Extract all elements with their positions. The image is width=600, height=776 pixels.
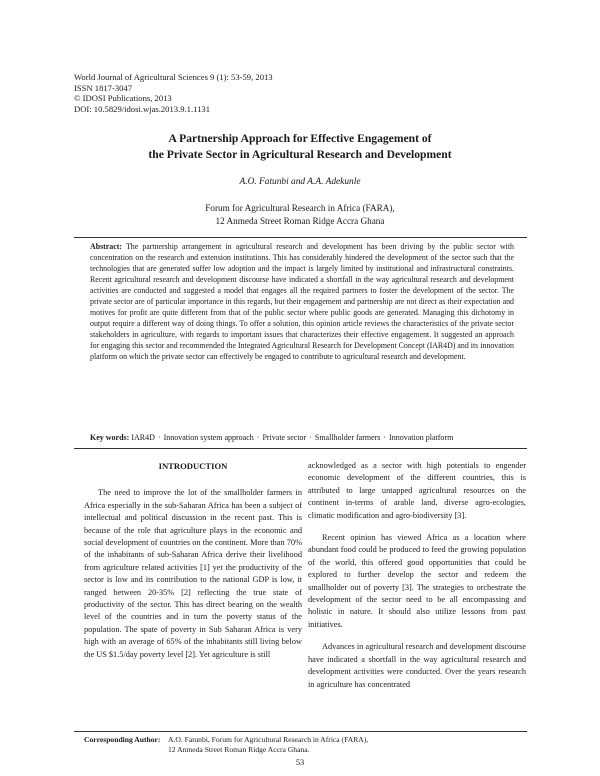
paper-title [40, 131, 560, 163]
keyword-separator: · [256, 433, 260, 442]
affiliation [40, 202, 560, 228]
corresponding-author-line-1: A.O. Fatunbi, Forum for Agricultural Research in Africa (FARA), [168, 735, 369, 744]
keyword: Smallholder farmers [314, 433, 381, 442]
corresponding-author [84, 735, 368, 756]
intro-paragraph-2: Recent opinion has viewed Africa as a location where abundant food could be produced to feed the growing population of the world, this offered good opportunities that could be explored to further develop the sector and redeem the smallholder out of poverty [3]. The strategies to orchestrate the development of the sector need to be all encompassing and holistic in nature. It should also utilize lessons from past initiatives. [308, 533, 526, 629]
keywords-bottom-rule [74, 448, 527, 449]
abstract-text: The partnership arrangement in agricultural research and development has been driving by the public sector with concentration on the research and extension institutions. This has considerably hindered the development of the sector such that the technologies that are generated suffer low adoption and the impact is largely limited by institutional and infrastructural constraints. Recent agricultural research and development discourse have indicated a shortfall in the way agricultural research and development activities are conducted and suggested a model that engages all the required partners to foster the development of the sector. The private sector are of particular importance in this regards, but their engagement and partnership are not direct as their expectation and motives for profit are quite different from that of the public sector where public goods are generated. Managing this dichotomy in output require a different way of doing things. To offer a solution, this opinion article reviews the characteristics of the private sector stakeholders in agriculture, with regards to important issues that characterizes their effective engagement. It suggested an approach for engaging this sector and recommended the Integrated Agricultural Research for Development Concept (IAR4D) and its innovation platform on which the private sector can effectively be engaged to contribute to agricultural research and development. [90, 242, 514, 362]
intro-paragraph-3: Advances in agricultural research and development discourse have indicated a shortfall in the way agricultural research and development activities were conducted. Over the years research in agriculture has concentrated [308, 642, 526, 689]
title-line-1: A Partnership Approach for Effective Engagement of [168, 132, 432, 145]
intro-paragraph-1-continued: acknowledged as a sector with high potentials to engender economic development of the different countries, this is attributed to large untapped agricultural resources on the continent in-terms of arable land, diverse agro-ecologies, climatic modification and agro-biodiversity [3]. [308, 461, 526, 520]
keywords-label: Key words: [90, 433, 130, 442]
body-column-left [84, 460, 302, 661]
issn: ISSN 1817-3047 [74, 82, 133, 93]
keyword-separator: · [383, 433, 387, 442]
keyword: Innovation platform [389, 433, 454, 442]
footer-rule [74, 731, 527, 732]
affiliation-line-1: Forum for Agricultural Research in Africa (FARA), [205, 203, 395, 213]
keyword-separator: · [157, 433, 161, 442]
doi: DOI: 10.5829/idosi.wjas.2013.9.1.1131 [74, 103, 210, 114]
journal-citation: World Journal of Agricultural Sciences 9 (1): 53-59, 2013 [74, 72, 273, 82]
section-heading-introduction: INTRODUCTION [158, 461, 228, 471]
abstract-top-rule [74, 237, 527, 238]
authors: A.O. Fatunbi and A.A. Adekunle [239, 177, 361, 187]
abstract [90, 241, 514, 363]
abstract-label: Abstract: [90, 242, 122, 251]
title-line-2: the Private Sector in Agricultural Research and Development [148, 148, 452, 161]
keyword-separator: · [309, 433, 312, 442]
keyword: Innovation system approach [163, 433, 254, 442]
page-number: 53 [295, 758, 305, 767]
corresponding-author-label: Corresponding Author: [84, 735, 161, 744]
corresponding-author-line-2: 12 Anmeda Street Roman Ridge Accra Ghana. [168, 745, 310, 755]
keyword: IAR4D [131, 433, 155, 442]
journal-header [74, 72, 273, 114]
copyright: © IDOSI Publications, 2013 [74, 93, 172, 104]
body-column-right [308, 460, 526, 691]
keyword: Private sector [262, 433, 307, 442]
keywords [90, 433, 530, 442]
intro-paragraph-1: The need to improve the lot of the smallholder farmers in Africa especially in the sub-Saharan Africa has been a subject of intellectual and political discussion in the recent past. This is because of the role that agriculture plays in the economic and social development of countries on the continent. More than 70% of the inhabitants of sub-Saharan Africa derive their livelihood from agriculture related activities [1] yet the productivity of the sector is low and its contribution to the national GDP is low, it ranged between 20-35% [2] reflecting the true state of productivity of the sector. This has direct bearing on the wealth level of the countries and in turn the poverty status of the population. The spate of poverty in Sub Saharan Africa is very high with an average of 65% of the inhabitants still living below the US $1.5/day poverty level [2]. Yet agriculture is still [84, 488, 302, 659]
affiliation-line-2: 12 Anmeda Street Roman Ridge Accra Ghana [215, 216, 385, 226]
